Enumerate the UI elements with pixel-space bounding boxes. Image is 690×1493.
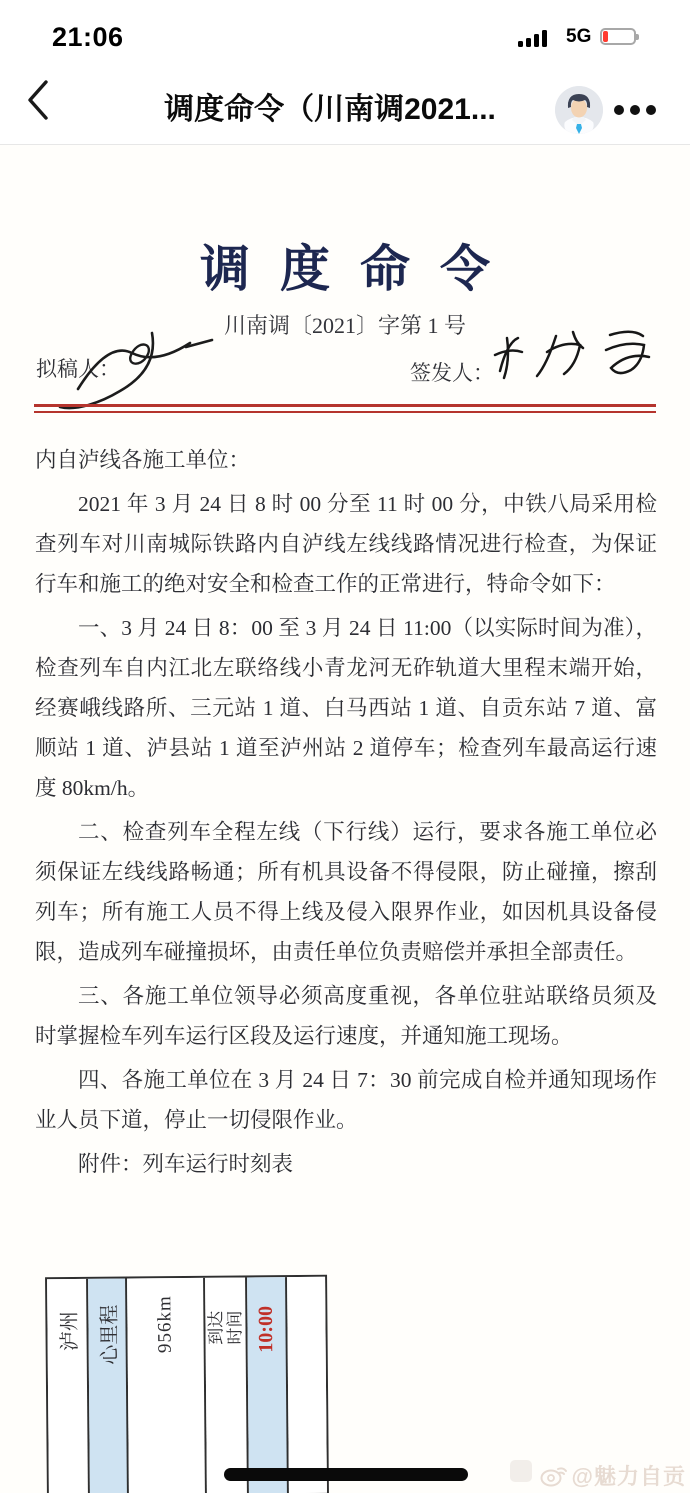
clock-time: 21:06 [52, 22, 124, 52]
status-bar [0, 0, 690, 60]
document-paragraph: 二、检查列车全程左线（下行线）运行，要求各施工单位必须保证左线线路畅通；所有机具设备不得侵限，防止碰撞，擦刮列车；所有施工人员不得上线及侵入限界作业，如因机具设备侵限，造成列车碰撞损坏，由责任单位负责赔偿并承担全部责任。 [35, 820, 657, 964]
table-cell [247, 1277, 289, 1493]
battery-fill [603, 31, 608, 42]
document-paragraph: 一、3 月 24 日 8：00 至 3 月 24 日 11:00（以实际时间为准），检查列车自内江北左联络线小青龙河无砟轨道大里程末端开始，经赛峨线路所、三元站 1 道、白马西站 1 道、自贡东站 7 道、富顺站 1 道、泸县站 1 道至泸州站 2 道停车；检查列车最高运行速度 80km/h。 [35, 616, 657, 800]
person-avatar-icon [555, 86, 603, 134]
table-cell [287, 1277, 327, 1493]
issuer-label: 签发人： [410, 361, 494, 385]
document-paragraph: 三、各施工单位领导必须高度重视，各单位驻站联络员须及时掌握检车列车运行区段及运行速度，并通知施工现场。 [35, 984, 657, 1048]
table-cell [127, 1278, 207, 1493]
document-paragraph: 2021 年 3 月 24 日 8 时 00 分至 11 时 00 分，中铁八局采用检查列车对川南城际铁路内自泸线左线线路情况进行检查，为保证行车和施工的绝对安全和检查工作的正常进行，特命令如下： [35, 492, 657, 596]
table-cell [47, 1279, 90, 1493]
network-type-label: 5G [566, 26, 592, 47]
table-cell [88, 1279, 129, 1493]
watermark [540, 1460, 686, 1490]
document-number: 川南调〔2021〕字第 1 号 [223, 313, 466, 338]
table-cell-label: 泸州 [58, 1310, 81, 1352]
table-cell-label: 到达 时间 [206, 1310, 245, 1345]
issuer-signature [490, 323, 658, 391]
salutation: 内自泸线各施工单位： [35, 448, 251, 472]
red-separator-top [34, 404, 656, 407]
document-paragraph: 四、各施工单位在 3 月 24 日 7：30 前完成自检并通知现场作业人员下道，停止一切侵限作业。 [35, 1068, 657, 1132]
attachment-table [45, 1275, 329, 1493]
watermark-badge [510, 1460, 532, 1482]
ellipsis-icon [614, 105, 624, 115]
weibo-icon [540, 1462, 568, 1488]
more-options-button[interactable] [614, 104, 664, 118]
chevron-left-icon [22, 74, 56, 126]
nav-title: 调度命令（川南调2021... [164, 93, 496, 126]
watermark-text: @魅力自贡 [571, 1463, 686, 1489]
home-indicator[interactable] [224, 1468, 468, 1481]
table-cell [205, 1277, 249, 1493]
battery-nub [636, 34, 639, 40]
battery-icon [600, 28, 636, 45]
nav-bar [0, 60, 690, 144]
avatar[interactable] [555, 86, 603, 134]
table-cell-label: 956km [154, 1295, 176, 1354]
attachment-note: 附件：列车运行时刻表 [78, 1152, 294, 1176]
document-body [35, 440, 657, 1188]
back-button[interactable] [22, 74, 56, 126]
cellular-signal-icon [518, 28, 558, 50]
red-separator-bottom [34, 411, 656, 413]
drafter-label: 拟稿人： [36, 357, 120, 381]
table-cell-label: 10:00 [254, 1305, 278, 1353]
table-cell-label: 心里程 [98, 1304, 121, 1365]
document-title: 调度命令 [200, 241, 520, 297]
